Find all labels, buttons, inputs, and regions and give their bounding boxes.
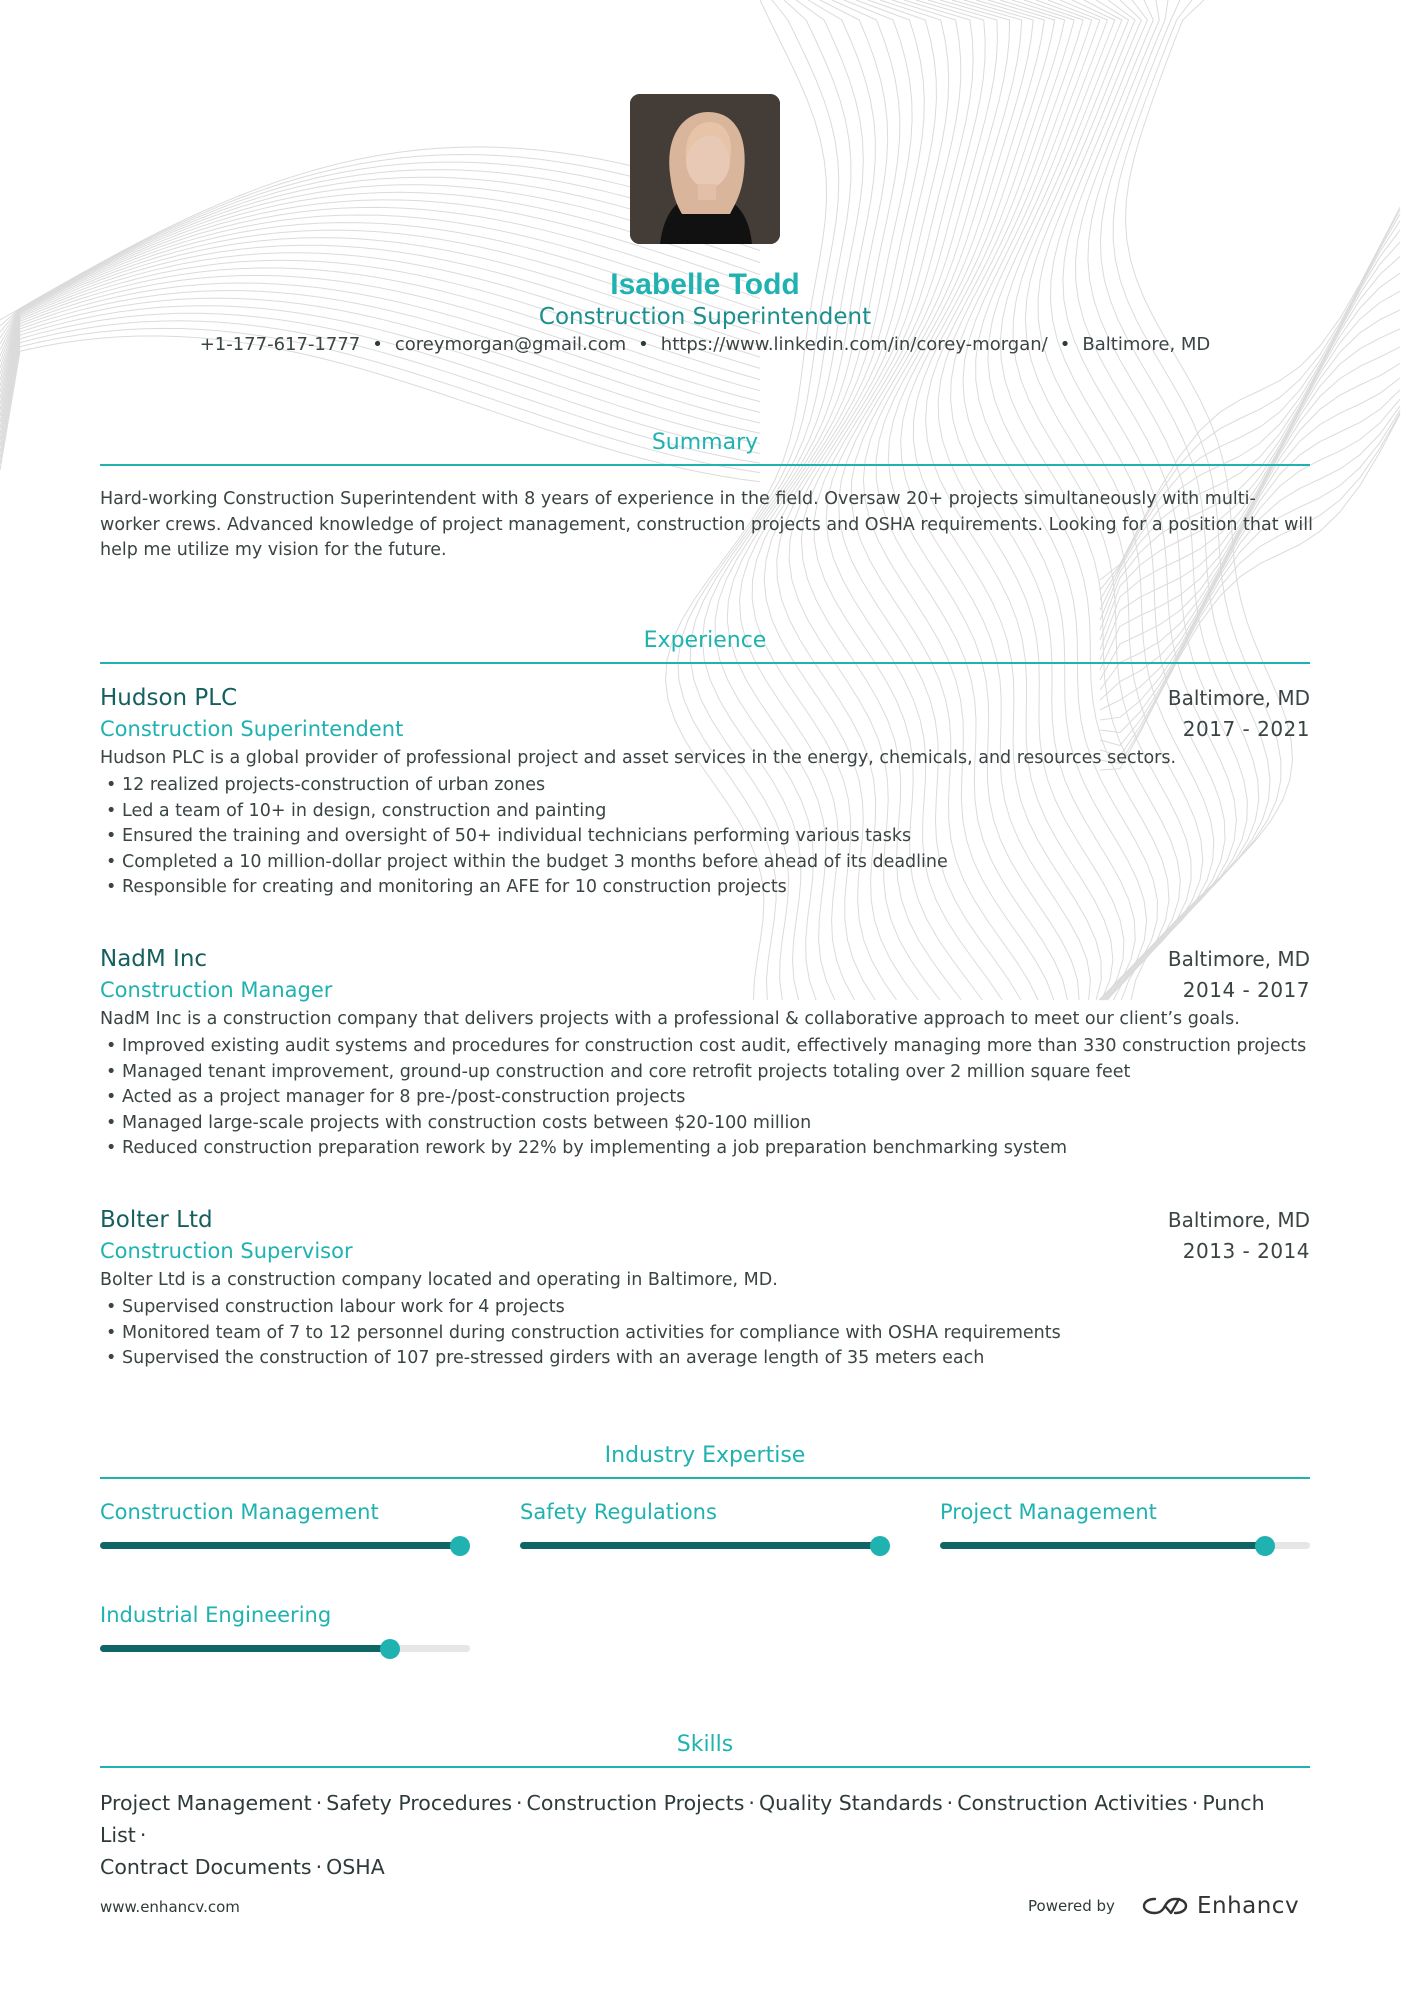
job-role: Construction Supervisor <box>100 1239 353 1263</box>
expertise-label: Industrial Engineering <box>100 1603 332 1627</box>
job-bullets <box>100 773 1310 901</box>
enhancv-logo-text: Enhancv <box>1196 1893 1300 1919</box>
job-location: Baltimore, MD <box>1167 947 1310 971</box>
expertise-bar-knob <box>450 1536 470 1556</box>
job-location: Baltimore, MD <box>1167 1208 1310 1232</box>
job-entry <box>100 1205 1310 1372</box>
job-dates: 2013 - 2014 <box>1182 1239 1310 1263</box>
skills-list <box>100 1787 1315 1883</box>
job-bullet: • Monitored team of 7 to 12 personnel during construction activities for compliance with OSHA requirements <box>100 1321 1310 1347</box>
job-bullet: • 12 realized projects-construction of urban zones <box>100 773 1310 799</box>
expertise-item <box>940 1498 1310 1526</box>
job-company: Hudson PLC <box>100 685 238 711</box>
contact-separator: • <box>638 334 649 355</box>
skill-item: Construction Projects <box>526 1791 745 1815</box>
job-role: Construction Superintendent <box>100 717 404 741</box>
expertise-item <box>100 1498 470 1526</box>
job-location: Baltimore, MD <box>1167 686 1310 710</box>
job-bullet: • Acted as a project manager for 8 pre-/post-construction projects <box>100 1085 1310 1111</box>
expertise-bar-fill <box>100 1542 460 1549</box>
job-bullet: • Managed tenant improvement, ground-up construction and core retrofit projects totaling over 2 million square feet <box>100 1060 1310 1086</box>
section-title-experience: Experience <box>643 628 767 653</box>
job-role: Construction Manager <box>100 978 333 1002</box>
avatar-image <box>630 94 780 244</box>
job-bullet: • Responsible for creating and monitoring an AFE for 10 construction projects <box>100 875 1310 901</box>
candidate-title: Construction Superintendent <box>538 304 872 330</box>
expertise-bar-track <box>520 1542 890 1549</box>
expertise-bar-fill <box>940 1542 1265 1549</box>
job-company: NadM Inc <box>100 946 208 972</box>
section-divider <box>100 662 1310 664</box>
candidate-name: Isabelle Todd <box>610 268 800 301</box>
section-title-industry-expertise: Industry Expertise <box>604 1443 806 1468</box>
section-divider <box>100 464 1310 466</box>
expertise-bar-fill <box>100 1645 390 1652</box>
skill-item: Punch List <box>100 1791 1265 1847</box>
expertise-item <box>100 1601 470 1629</box>
expertise-bar-track <box>100 1645 470 1652</box>
job-bullet: • Completed a 10 million-dollar project within the budget 3 months before ahead of its deadline <box>100 850 1310 876</box>
skill-separator: · <box>748 1791 755 1815</box>
expertise-bar-track <box>100 1542 470 1549</box>
expertise-bar-knob <box>870 1536 890 1556</box>
expertise-bar-track <box>940 1542 1310 1549</box>
profile-photo <box>630 94 780 244</box>
job-dates: 2017 - 2021 <box>1182 717 1310 741</box>
job-dates: 2014 - 2017 <box>1182 978 1310 1002</box>
job-entry <box>100 944 1310 1162</box>
job-bullet: • Reduced construction preparation rework by 22% by implementing a job preparation benchmarking system <box>100 1136 1310 1162</box>
job-bullet: • Improved existing audit systems and procedures for construction cost audit, effectively managing more than 330 construction projects <box>100 1034 1310 1060</box>
contact-line <box>0 334 1410 355</box>
job-bullet: • Supervised construction labour work for 4 projects <box>100 1295 1310 1321</box>
expertise-label: Construction Management <box>100 1500 379 1524</box>
skill-separator: · <box>139 1823 147 1847</box>
section-divider <box>100 1766 1310 1768</box>
contact-separator: • <box>1059 334 1071 355</box>
skill-separator: · <box>946 1791 954 1815</box>
contact-separator: • <box>372 334 383 355</box>
job-bullets <box>100 1034 1310 1162</box>
job-entry <box>100 683 1310 901</box>
skill-item: Safety Procedures <box>326 1791 513 1815</box>
section-divider <box>100 1477 1310 1479</box>
skill-separator: · <box>516 1791 523 1815</box>
job-bullet: • Supervised the construction of 107 pre-stressed girders with an average length of 35 meters each <box>100 1346 1310 1372</box>
skill-item: Project Management <box>100 1791 312 1815</box>
expertise-label: Project Management <box>940 1500 1157 1524</box>
skill-item: Contract Documents <box>100 1855 312 1879</box>
email-address[interactable]: coreymorgan@gmail.com <box>394 334 627 355</box>
skill-separator: · <box>315 1855 323 1879</box>
footer-powered-by <box>1028 1893 1299 1919</box>
skill-separator: · <box>1191 1791 1199 1815</box>
job-bullet: • Managed large-scale projects with construction costs between $20-100 million <box>100 1111 1310 1137</box>
section-title-summary: Summary <box>651 430 759 455</box>
section-title-skills: Skills <box>676 1732 734 1757</box>
skill-item: OSHA <box>326 1855 385 1879</box>
expertise-label: Safety Regulations <box>520 1500 717 1524</box>
job-bullet: • Ensured the training and oversight of 50+ individual technicians performing various tasks <box>100 824 1310 850</box>
job-description: Hudson PLC is a global provider of professional project and asset services in the energy, chemicals, and resources sectors. <box>100 748 1177 768</box>
enhancv-logo[interactable] <box>1141 1893 1299 1919</box>
expertise-bar-fill <box>520 1542 880 1549</box>
linkedin-link[interactable]: https://www.linkedin.com/in/corey-morgan/ <box>660 334 1048 355</box>
skill-item: Construction Activities <box>957 1791 1188 1815</box>
powered-by-label: Powered by <box>1028 1897 1115 1915</box>
job-description: Bolter Ltd is a construction company located and operating in Baltimore, MD. <box>100 1270 778 1290</box>
job-description: NadM Inc is a construction company that delivers projects with a professional & collaborative approach to meet our client’s goals. <box>100 1009 1240 1029</box>
skill-item: Quality Standards <box>758 1791 943 1815</box>
location: Baltimore, MD <box>1082 334 1211 355</box>
job-bullet: • Led a team of 10+ in design, construction and painting <box>100 799 1310 825</box>
expertise-bar-knob <box>1255 1536 1275 1556</box>
job-company: Bolter Ltd <box>100 1207 213 1233</box>
skill-separator: · <box>315 1791 323 1815</box>
footer-website-link[interactable]: www.enhancv.com <box>100 1898 240 1916</box>
summary-text: Hard-working Construction Superintendent with 8 years of experience in the field. Oversaw 20+ projects simultaneously with multi-worker crews. Advanced knowledge of project management, construction projects and OSHA requirements. Looking for a position that will help me utilize my vision for the future. <box>100 489 1314 560</box>
job-bullets <box>100 1295 1310 1372</box>
expertise-bar-knob <box>380 1639 400 1659</box>
phone-number[interactable]: +1-177-617-1777 <box>199 334 361 355</box>
expertise-item <box>520 1498 890 1526</box>
enhancv-logo-icon <box>1141 1894 1189 1918</box>
